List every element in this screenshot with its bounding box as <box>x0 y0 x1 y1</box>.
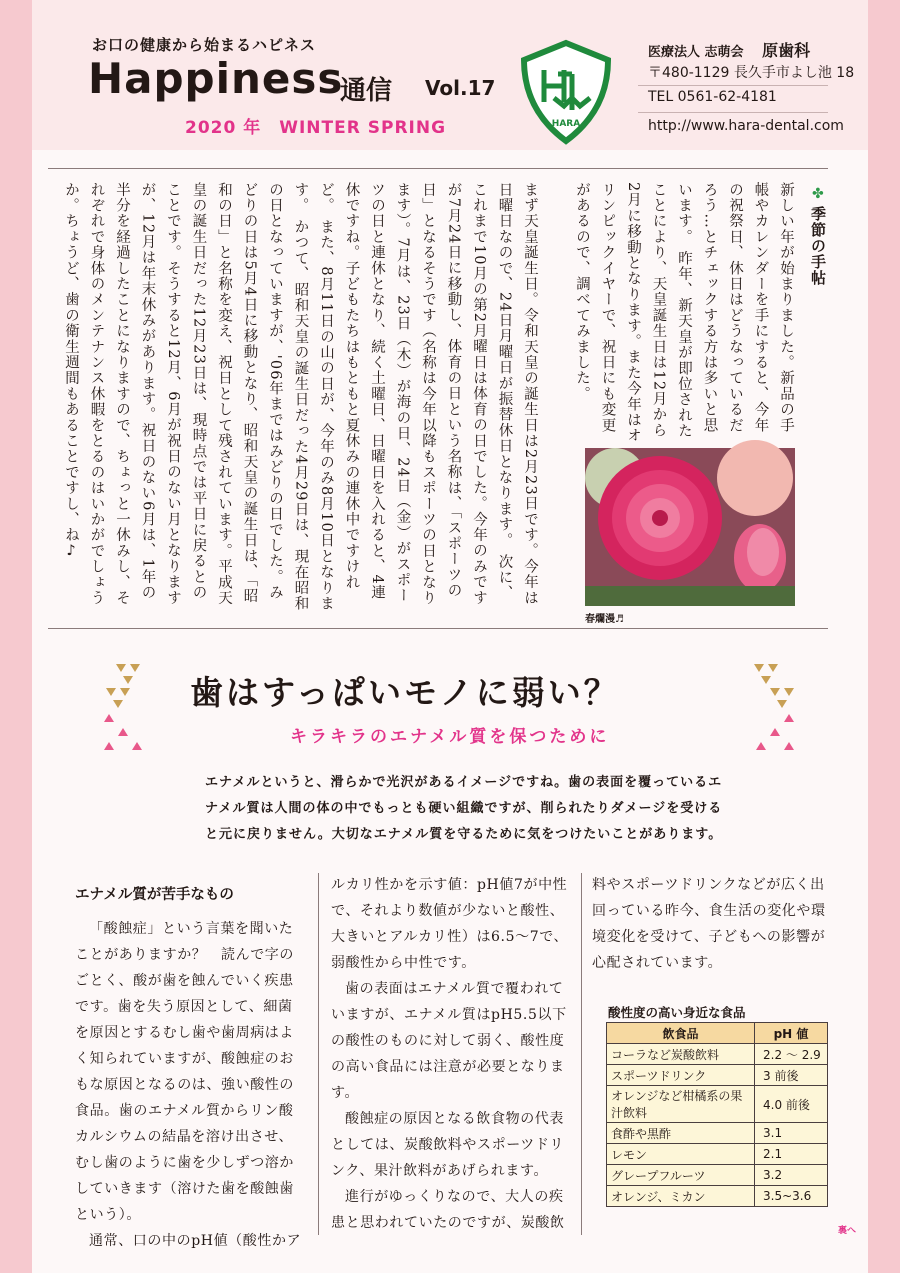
newsletter-title-jp: 通信 <box>340 76 393 106</box>
clinic-corp: 医療法人 志萌会 <box>648 45 744 60</box>
table-header: pH 値 <box>755 1023 828 1044</box>
feature-column-3 <box>592 872 834 976</box>
body-paragraph: ルカリ性かを示す値：pH値7が中性で、それより数値が少ないと酸性、大きいとアルカリ性）は6.5～7で、弱酸性から中性です。 <box>331 877 569 971</box>
table-cell: 3.2 <box>755 1165 828 1186</box>
issue-season: 2020 年 WINTER SPRING <box>185 118 447 138</box>
section-rule <box>48 628 828 629</box>
feature-column-2 <box>331 872 571 1236</box>
divider <box>638 85 828 86</box>
seasonal-text-upper <box>574 182 798 444</box>
seasonal-paragraph: 新しい年が始まりました。新品の手帳やカレンダーを手にすると、今年の祝祭日、休日はどうなっているだろう…とチェックする方は多いと思います。 <box>676 182 794 434</box>
volume-number: Vol.17 <box>425 76 496 100</box>
table-cell: スポーツドリンク <box>607 1065 755 1086</box>
table-cell: 4.0 前後 <box>755 1086 828 1123</box>
table-cell: コーラなど炭酸飲料 <box>607 1044 755 1065</box>
table-cell: グレープフルーツ <box>607 1165 755 1186</box>
table-header: 飲食品 <box>607 1023 755 1044</box>
logo-text: HARA <box>551 119 581 129</box>
column-divider <box>581 873 582 1235</box>
table-cell: 3.1 <box>755 1123 828 1144</box>
seasonal-text-lower <box>52 182 542 612</box>
clinic-name: 原歯科 <box>762 41 811 60</box>
clinic-header <box>648 38 810 61</box>
divider <box>638 112 828 113</box>
body-paragraph: 酸蝕症の原因となる飲食物の代表としては、炭酸飲料やスポーツドリンク、果汁飲料があげられます。 <box>331 1111 565 1179</box>
photo-caption: 春爛漫♬ <box>585 614 624 625</box>
triangle-ornament-left-icon <box>96 660 152 760</box>
body-paragraph: 料やスポーツドリンクなどが広く出回っている昨今、食生活の変化や環境変化を受けて、子どもへの影響が心配されています。 <box>592 877 826 971</box>
table-row <box>607 1065 828 1086</box>
table-row <box>607 1165 828 1186</box>
table-header-row <box>607 1023 828 1044</box>
seasonal-paragraph: 次に、これまで10月の第2月曜日は体育の日でした。今年のみですが7月24日に移動し、体育の日という名称は、「スポーツの日」となるそうです（名称は今年以降もスポーツの日となります）。7月は、23日（木）が海の日、24日（金）がスポーツの日と連休となり、続く土曜日、日曜日を入れると、4連休ですね。子どもたちはもともと夏休みの連休中ですけれど。 <box>318 182 513 606</box>
triangle-ornament-right-icon <box>748 660 804 760</box>
section-rule <box>48 168 828 169</box>
table-cell: 2.2 ～ 2.9 <box>755 1044 828 1065</box>
table-cell: 食酢や黒酢 <box>607 1123 755 1144</box>
seasonal-paragraph: また、8月11日の山の日が、今年のみ8月10日となります。 <box>292 182 334 612</box>
table-row <box>607 1044 828 1065</box>
table-title: 酸性度の高い身近な食品 <box>608 1005 746 1020</box>
tagline: お口の健康から始まるハピネス <box>92 36 317 54</box>
table-row <box>607 1086 828 1123</box>
newsletter-title: Happiness <box>88 54 344 103</box>
table-row <box>607 1186 828 1207</box>
column-divider <box>318 873 319 1235</box>
clinic-tel: TEL 0561-62-4181 <box>648 89 777 105</box>
feature-column-1 <box>75 916 307 1254</box>
table-cell: レモン <box>607 1144 755 1165</box>
body-paragraph: 歯の表面はエナメル質で覆われていますが、エナメル質はpH5.5以下の酸性のものに対して弱く、酸性度の高い食品には注意が必要となります。 <box>331 981 567 1101</box>
table-cell: オレンジなど柑橘系の果汁飲料 <box>607 1086 755 1123</box>
clinic-logo <box>520 40 612 144</box>
seasonal-paragraph: まず天皇誕生日。令和天皇の誕生日は2月23日です。今年は日曜日なので、24日月曜日が振替休日となります。 <box>496 182 538 606</box>
clinic-address: 〒480-1129 長久手市よし池 18 <box>648 65 855 81</box>
table-cell: 3 前後 <box>755 1065 828 1086</box>
table-cell: 2.1 <box>755 1144 828 1165</box>
table-row <box>607 1144 828 1165</box>
section-title: エナメル質が苦手なもの <box>75 887 234 903</box>
feature-headline: 歯はすっぱいモノに弱い？ <box>190 673 620 712</box>
clinic-url[interactable]: http://www.hara-dental.com <box>648 118 844 134</box>
continue-label: 裏へ <box>838 1226 857 1236</box>
body-paragraph: 「酸蝕症」という言葉を聞いたことがありますか？ 読んで字のごとく、酸が歯を蝕んでいく疾患です。歯を失う原因として、細菌を原因とするむし歯や歯周病はよく知られていますが、酸蝕症のおもな原因となるのは、強い酸性の食品。歯のエナメル質からリン酸カルシウムの結晶を溶け出させ、むし歯のように歯を少しずつ溶かしていきます（溶けた歯を酸蝕歯という）。 <box>75 921 294 1223</box>
body-paragraph: 進行がゆっくりなので、大人の疾患と思われていたのですが、炭酸飲 <box>331 1189 565 1231</box>
seasonal-paragraph: 昨年、新天皇が即位されたことにより、天皇誕生日は12月から2月に移動となります。また今年はオリンピックイヤーで、祝日にも変更があるので、調べてみました。 <box>574 182 692 444</box>
seasonal-heading: 季節の手帖 <box>809 206 827 286</box>
feature-subheadline: キラキラのエナメル質を保つために <box>290 727 610 747</box>
table-cell: 3.5~3.6 <box>755 1186 828 1207</box>
table-cell: オレンジ、ミカン <box>607 1186 755 1207</box>
flower-photo <box>585 448 795 606</box>
feature-intro: エナメルというと、滑らかで光沢があるイメージですね。歯の表面を覆っているエナメル質は人間の体の中でもっとも硬い組織ですが、削られたりダメージを受けると元に戻りません。大切なエナメル質を守るために気をつけたいことがあります。 <box>205 775 723 842</box>
body-paragraph: 通常、口の中のpH値（酸性かア <box>89 1233 302 1249</box>
clover-icon: ✤ <box>812 186 824 202</box>
acidity-table <box>606 1022 828 1207</box>
table-row <box>607 1123 828 1144</box>
seasonal-paragraph: かつて、昭和天皇の誕生日だった4月29日は、現在昭和の日となっていますが、'06年まではみどりの日でした。みどりの日は5月4日に移動となり、昭和天皇の誕生日は、「昭和の日」と名称を変え、祝日として残されています。平成天皇の誕生日だった12月23日は、現時点では平日に戻るとのことです。そうすると12月、6月が祝日のない月となりますが、12月は年末休みがあります。祝日のない6月は、1年の半分を経過したことになりますので、ちょっと一休みし、それぞれで身体のメンテナンス休暇をとるのはいかがでしょうか。ちょうど、歯の衛生週間もあることですし、ね♪ <box>63 182 309 612</box>
